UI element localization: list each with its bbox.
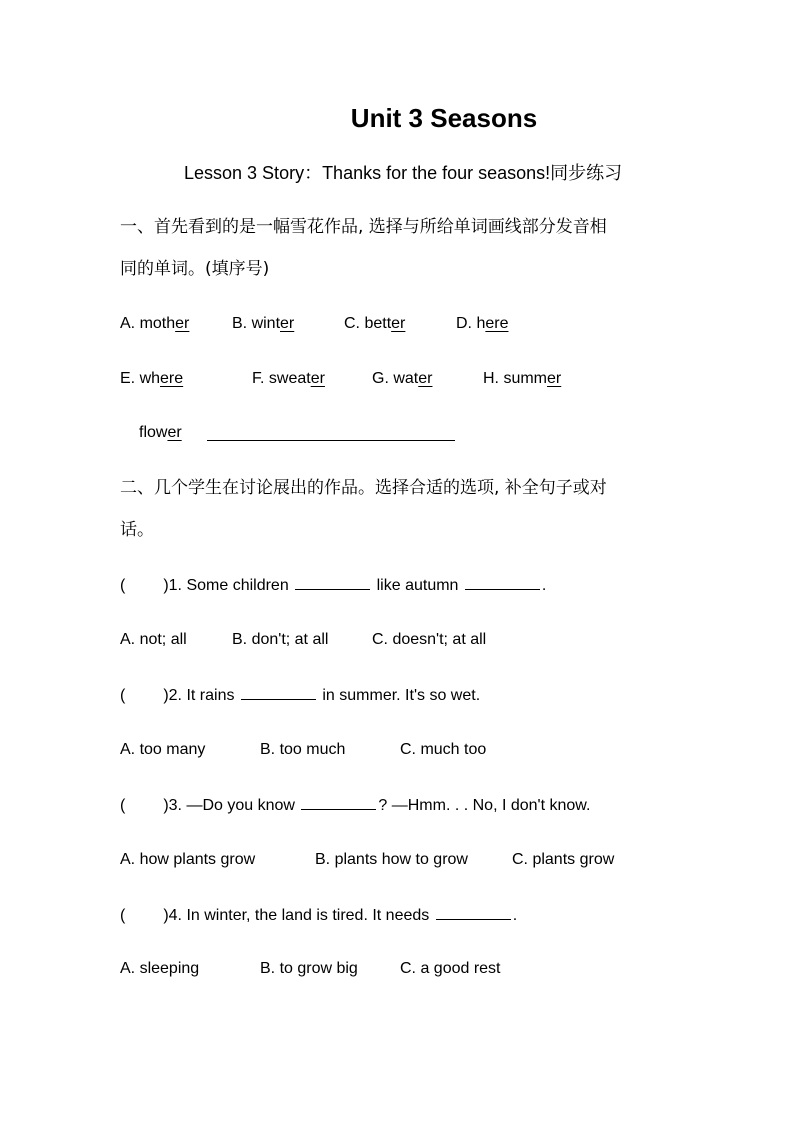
option-underlined: er [418,370,433,387]
fill-blank[interactable] [301,793,376,810]
q3-option-c: C. plants grow [512,851,615,868]
option-text: F. sweat [252,370,311,387]
question-number: 1. [168,577,182,594]
question-3 [120,793,590,818]
question-text: ? —Hmm. . . No, I don't know. [378,797,591,814]
section2-heading-line1: 二、几个学生在讨论展出的作品。选择合适的选项, 补全句子或对 [120,478,607,498]
option-underlined: ere [485,315,509,332]
answer-paren-open: ( [120,687,126,704]
fill-blank[interactable] [465,573,540,590]
option-text: E. wh [120,370,161,387]
q4-option-a: A. sleeping [120,960,200,977]
question-4 [120,903,517,928]
option-text: A. moth [120,315,176,332]
question-text: . [541,577,547,594]
option-underlined: er [175,315,190,332]
question-number: 3. [168,797,182,814]
option-text: H. summ [483,370,547,387]
section1-heading-line2: 同的单词。(填序号) [120,259,270,279]
q4-option-c: C. a good rest [400,960,501,977]
question-text: It rains [186,687,239,704]
answer-paren-open: ( [120,907,126,924]
q1-option-c: C. doesn't; at all [372,631,487,648]
option-a [120,312,189,336]
answer-paren-close: ) [163,907,169,924]
option-text: C. bett [344,315,392,332]
question-1 [120,573,546,598]
question-2 [120,683,480,708]
option-text: B. wint [232,315,281,332]
answer-blank[interactable] [207,424,455,441]
option-text: G. wat [372,370,419,387]
option-b [232,312,294,336]
option-e [120,367,183,391]
fill-blank[interactable] [295,573,370,590]
q2-option-a: A. too many [120,741,206,758]
fill-blank[interactable] [436,903,511,920]
option-underlined: er [391,315,406,332]
target-word [139,421,182,445]
answer-paren-open: ( [120,797,126,814]
target-word-text: flow [139,424,168,441]
q1-option-b: B. don't; at all [232,631,329,648]
q2-option-c: C. much too [400,741,487,758]
fill-blank[interactable] [241,683,316,700]
question-number: 4. [168,907,182,924]
option-c [344,312,405,336]
option-underlined: er [547,370,562,387]
question-number: 2. [168,687,182,704]
section1-heading-line1: 一、首先看到的是一幅雪花作品, 选择与所给单词画线部分发音相 [120,217,607,237]
answer-paren-close: ) [163,797,169,814]
q4-option-b: B. to grow big [260,960,358,977]
question-text: In winter, the land is tired. It needs [186,907,434,924]
question-text: . [512,907,518,924]
option-g [372,367,432,391]
option-underlined: er [280,315,295,332]
option-text: D. h [456,315,486,332]
section2-heading-line2: 话。 [120,520,154,540]
question-text: Some children [186,577,294,594]
answer-paren-open: ( [120,577,126,594]
question-text: like autumn [372,577,463,594]
page-title: Unit 3 Seasons [350,103,538,133]
q3-option-a: A. how plants grow [120,851,256,868]
target-word-underlined: er [167,424,182,441]
question-text: in summer. It's so wet. [317,687,481,704]
option-d [456,312,508,336]
option-h [483,367,561,391]
question-text: —Do you know [186,797,300,814]
option-underlined: ere [160,370,184,387]
option-f [252,367,325,391]
q2-option-b: B. too much [260,741,346,758]
q3-option-b: B. plants how to grow [315,851,468,868]
q1-option-a: A. not; all [120,631,187,648]
option-underlined: er [310,370,325,387]
answer-paren-close: ) [163,577,169,594]
answer-paren-close: ) [163,687,169,704]
page-subtitle: Lesson 3 Story：Thanks for the four seasons!同步练习 [184,163,623,183]
